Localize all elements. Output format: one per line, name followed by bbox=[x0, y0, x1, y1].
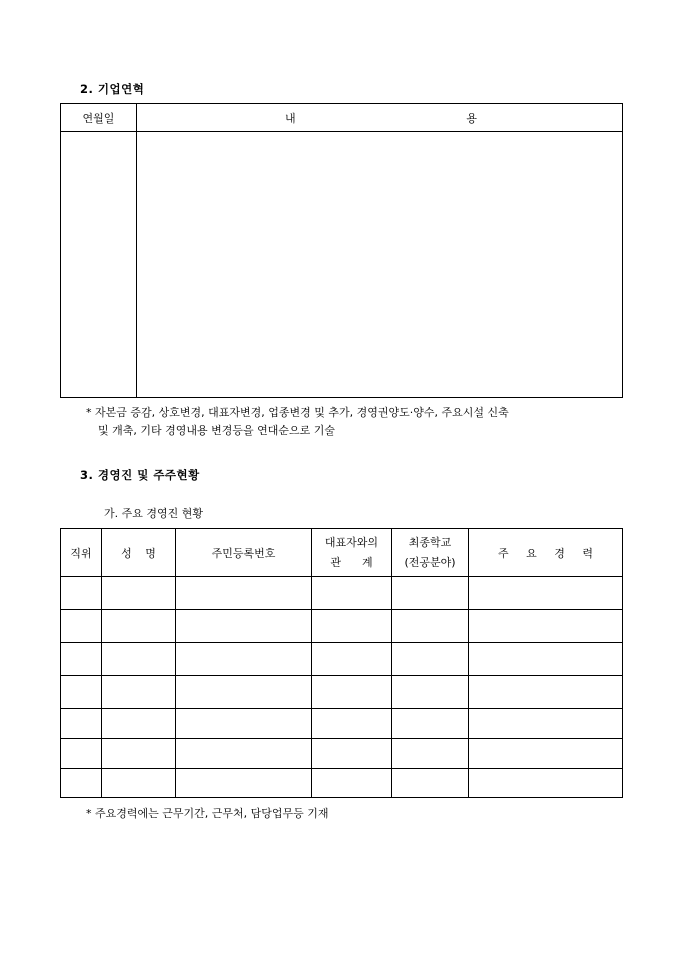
table-cell[interactable] bbox=[176, 610, 312, 643]
section-2-title: 2. 기업연혁 bbox=[80, 82, 145, 96]
table-cell[interactable] bbox=[312, 739, 392, 769]
table-cell[interactable] bbox=[176, 769, 312, 798]
table-cell[interactable] bbox=[61, 739, 102, 769]
table-cell[interactable] bbox=[312, 709, 392, 739]
mgmt-col-school-line1: 최종학교 bbox=[408, 535, 452, 549]
table-cell[interactable] bbox=[102, 769, 176, 798]
table-cell[interactable] bbox=[176, 643, 312, 676]
mgmt-col-name: 성 명 bbox=[102, 529, 176, 577]
table-cell[interactable] bbox=[176, 676, 312, 709]
table-row bbox=[61, 577, 623, 610]
table-cell[interactable] bbox=[392, 676, 469, 709]
mgmt-col-school bbox=[392, 529, 469, 577]
company-history-table bbox=[60, 103, 623, 398]
table-cell[interactable] bbox=[469, 709, 623, 739]
history-note-line1: * 자본금 증감, 상호변경, 대표자변경, 업종변경 및 추가, 경영권양도·양수, 주요시설 신축 bbox=[86, 406, 509, 419]
table-cell[interactable] bbox=[176, 739, 312, 769]
table-cell[interactable] bbox=[312, 610, 392, 643]
table-cell[interactable] bbox=[61, 610, 102, 643]
table-cell[interactable] bbox=[392, 769, 469, 798]
history-col-content bbox=[137, 104, 623, 132]
mgmt-col-position: 직위 bbox=[61, 529, 102, 577]
mgmt-col-career: 주 요 경 력 bbox=[469, 529, 623, 577]
mgmt-col-relation-line1: 대표자와의 bbox=[324, 535, 379, 549]
table-cell[interactable] bbox=[469, 676, 623, 709]
history-body-row bbox=[61, 132, 623, 398]
table-cell[interactable] bbox=[102, 709, 176, 739]
table-cell[interactable] bbox=[469, 769, 623, 798]
management-subtitle: 가. 주요 경영진 현황 bbox=[104, 507, 203, 520]
table-cell[interactable] bbox=[392, 739, 469, 769]
table-cell[interactable] bbox=[102, 577, 176, 610]
mgmt-col-relation bbox=[312, 529, 392, 577]
history-header-row bbox=[61, 104, 623, 132]
table-cell[interactable] bbox=[61, 676, 102, 709]
table-cell[interactable] bbox=[176, 577, 312, 610]
mgmt-col-relation-line2: 관 계 bbox=[330, 555, 373, 569]
table-cell[interactable] bbox=[61, 577, 102, 610]
history-date-cell[interactable] bbox=[61, 132, 137, 398]
table-row bbox=[61, 676, 623, 709]
table-cell[interactable] bbox=[469, 577, 623, 610]
table-cell[interactable] bbox=[61, 769, 102, 798]
table-cell[interactable] bbox=[312, 643, 392, 676]
table-cell[interactable] bbox=[176, 709, 312, 739]
history-note-line2: 및 개축, 기타 경영내용 변경등을 연대순으로 기술 bbox=[98, 424, 335, 437]
history-col-content-b: 용 bbox=[466, 111, 477, 125]
table-cell[interactable] bbox=[102, 610, 176, 643]
table-cell[interactable] bbox=[392, 709, 469, 739]
table-cell[interactable] bbox=[102, 739, 176, 769]
management-header-row bbox=[61, 529, 623, 577]
table-cell[interactable] bbox=[312, 577, 392, 610]
table-cell[interactable] bbox=[469, 610, 623, 643]
table-cell[interactable] bbox=[392, 610, 469, 643]
mgmt-col-id: 주민등록번호 bbox=[176, 529, 312, 577]
mgmt-col-school-line2: (전공분야) bbox=[404, 555, 456, 569]
history-col-content-a: 내 bbox=[285, 111, 296, 125]
table-cell[interactable] bbox=[312, 769, 392, 798]
table-cell[interactable] bbox=[392, 577, 469, 610]
history-col-date: 연월일 bbox=[61, 104, 137, 132]
section-3-title: 3. 경영진 및 주주현황 bbox=[80, 468, 200, 482]
management-table bbox=[60, 528, 623, 798]
table-cell[interactable] bbox=[312, 676, 392, 709]
table-cell[interactable] bbox=[102, 643, 176, 676]
table-row bbox=[61, 739, 623, 769]
table-row bbox=[61, 643, 623, 676]
table-cell[interactable] bbox=[61, 643, 102, 676]
table-row bbox=[61, 610, 623, 643]
table-cell[interactable] bbox=[61, 709, 102, 739]
table-row bbox=[61, 709, 623, 739]
table-cell[interactable] bbox=[392, 643, 469, 676]
table-cell[interactable] bbox=[102, 676, 176, 709]
table-cell[interactable] bbox=[469, 739, 623, 769]
table-cell[interactable] bbox=[469, 643, 623, 676]
history-note bbox=[86, 404, 626, 440]
management-note: * 주요경력에는 근무기간, 근무처, 담당업무등 기재 bbox=[86, 807, 329, 820]
table-row bbox=[61, 769, 623, 798]
history-content-cell[interactable] bbox=[137, 132, 623, 398]
